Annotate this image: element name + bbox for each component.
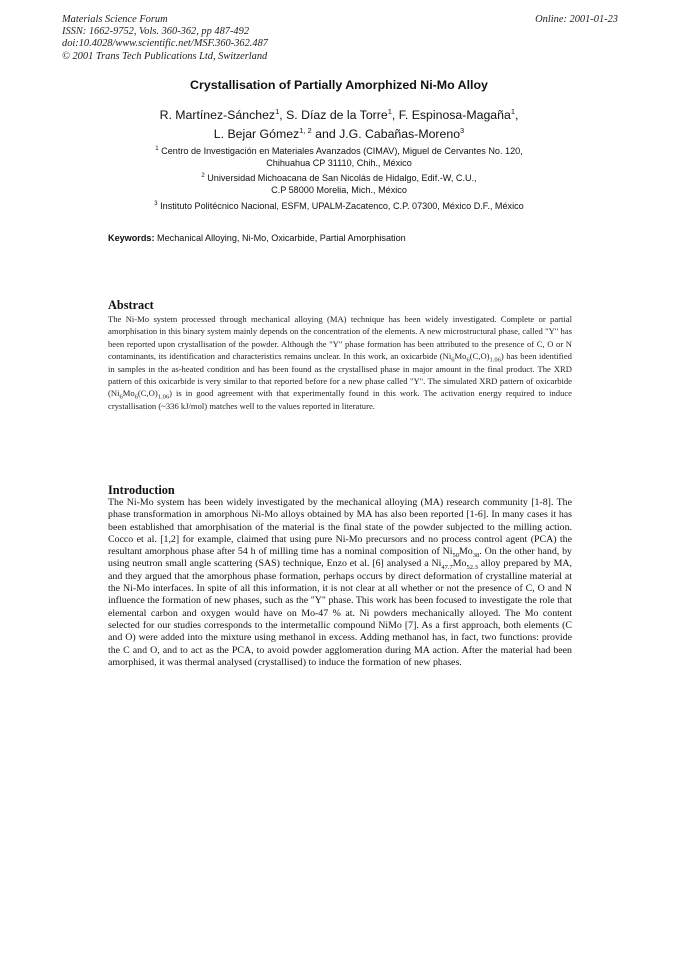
keywords-text: Mechanical Alloying, Ni-Mo, Oxicarbide, Partial Amorphisation xyxy=(154,233,406,243)
copyright-line: © 2001 Trans Tech Publications Ltd, Switzerland xyxy=(62,50,268,62)
author-affil-mark: 3 xyxy=(460,126,465,136)
affiliation-2 xyxy=(0,170,678,196)
affiliation-number: 1 xyxy=(155,146,159,152)
author-name: and J.G. Cabañas-Moreno xyxy=(311,127,461,142)
affiliation-text: Centro de Investigación en Materiales Avanzados (CIMAV), Miguel de Cervantes No. 120, xyxy=(158,146,523,157)
abstract-heading: Abstract xyxy=(108,298,154,312)
author-affil-mark: 1 xyxy=(510,107,515,116)
affiliation-text: Universidad Michoacana de San Nicolás de Hidalgo, Edif.-W, C.U., xyxy=(204,173,477,184)
author-line-2 xyxy=(0,123,678,142)
author-affil-mark: 1 xyxy=(387,107,392,116)
author-separator: , xyxy=(514,108,519,123)
author-name: , F. Espinosa-Magaña xyxy=(391,108,511,123)
author-name: L. Bejar Gómez xyxy=(213,127,300,142)
author-name: R. Martínez-Sánchez xyxy=(159,108,276,123)
paper-title: Crystallisation of Partially Amorphized Ni-Mo Alloy xyxy=(190,78,488,92)
keywords-label: Keywords: xyxy=(108,233,155,243)
affiliation-number: 3 xyxy=(154,201,158,207)
author-name: , S. Díaz de la Torre xyxy=(279,108,388,123)
affiliation-text: C.P 58000 Morelia, Mich., México xyxy=(271,185,407,196)
doi-line[interactable]: doi:10.4028/www.scientific.net/MSF.360-362.487 xyxy=(62,38,268,50)
affiliation-1 xyxy=(0,143,678,169)
affiliation-text: Instituto Politécnico Nacional, ESFM, UPALM-Zacatenco, C.P. 07300, México D.F., México xyxy=(157,201,524,212)
journal-header xyxy=(62,14,268,63)
author-line-1 xyxy=(0,104,678,123)
author-list xyxy=(0,104,678,142)
author-affil-mark: 1, 2 xyxy=(299,126,312,136)
affiliation-text: Chihuahua CP 31110, Chih., México xyxy=(266,158,412,169)
affiliation-3 xyxy=(0,198,678,212)
online-date: Online: 2001-01-23 xyxy=(535,14,618,25)
affiliation-number: 2 xyxy=(201,173,205,179)
journal-name: Materials Science Forum xyxy=(62,14,168,25)
issn-line: ISSN: 1662-9752, Vols. 360-362, pp 487-492 xyxy=(62,26,250,38)
introduction-heading: Introduction xyxy=(108,483,175,497)
introduction-body: The Ni-Mo system has been widely investigated by the mechanical alloying (MA) research community [1-8]. The phase transformation in amorphous Ni-Mo alloys obtained by MA has also been reported [1-6]. In many cases it has been established that amorphisation of the material is the final state of the powder subjected to the milling action. Cocco et al. [1,2] for example, claimed that using pure Ni-Mo precursors and no process control agent (PCA) the resultant amorphous phase after 54 h of milling time has a nominal composition of $Ni_{50}Mo_{38}$. On the other hand, by using neutron small angle scattering (SAS) technique, Enzo et al. [6] analysed a $Ni_{47.7}Mo_{52.3}$ alloy prepared by MA, and they argued that the amorphous phase formation, perhaps occurs by direct deformation of crystalline material at the Ni-Mo interfaces. In spite of all this information, it is not clear at all whether or not the presence of C, O and N influence the formation of new phases, such as the "Y" phase. This work has been focused to investigate the role that elemental carbon and oxygen would have on Mo-47 % at. Ni powders mechanically alloyed. The Mo content selected for our studies corresponds to the intermetallic compound NiMo [7]. As a first approach, both elements (C and O) were added into the mixture using methanol in excess. Adding methanol has, in fact, two functions: provide the C and O, and to act as the PCA, to avoid powder agglomeration during MA action. After the material had been amorphised, it was thermal analysed (crystallised) to induce the formation of new phases. xyxy=(108,497,573,668)
keywords-line xyxy=(108,233,406,243)
author-affil-mark: 1 xyxy=(275,107,280,116)
abstract-body: The Ni-Mo system processed through mechanical alloying (MA) technique has been widely investigated. Complete or partial amorphisation in this binary system mainly depends on the concentration of the elements. A new microstructural phase, called "Y" has been reported upon crystallisation of the powder. Although the "Y" phase formation has been attributed to the presence of C, O or N contaminants, its identification and characteristics remains unclear. In this work, an oxicarbide $(Ni_6Mo_6(C,O)_{1.06})$ has been identified in samples in the as-heated condition and has been found as the crystallised phase in major amount in the final product. The XRD pattern of this oxicarbide is very similar to that reported before for a new phase called "Y". The simulated XRD pattern of oxicarbide $(Ni_6Mo_6(C,O)_{1.06})$ is in good agreement with that experimentally found in this work. The activation energy required to induce crystallisation (~336 kJ/mol) matches well to the values reported in literature. xyxy=(108,314,572,411)
